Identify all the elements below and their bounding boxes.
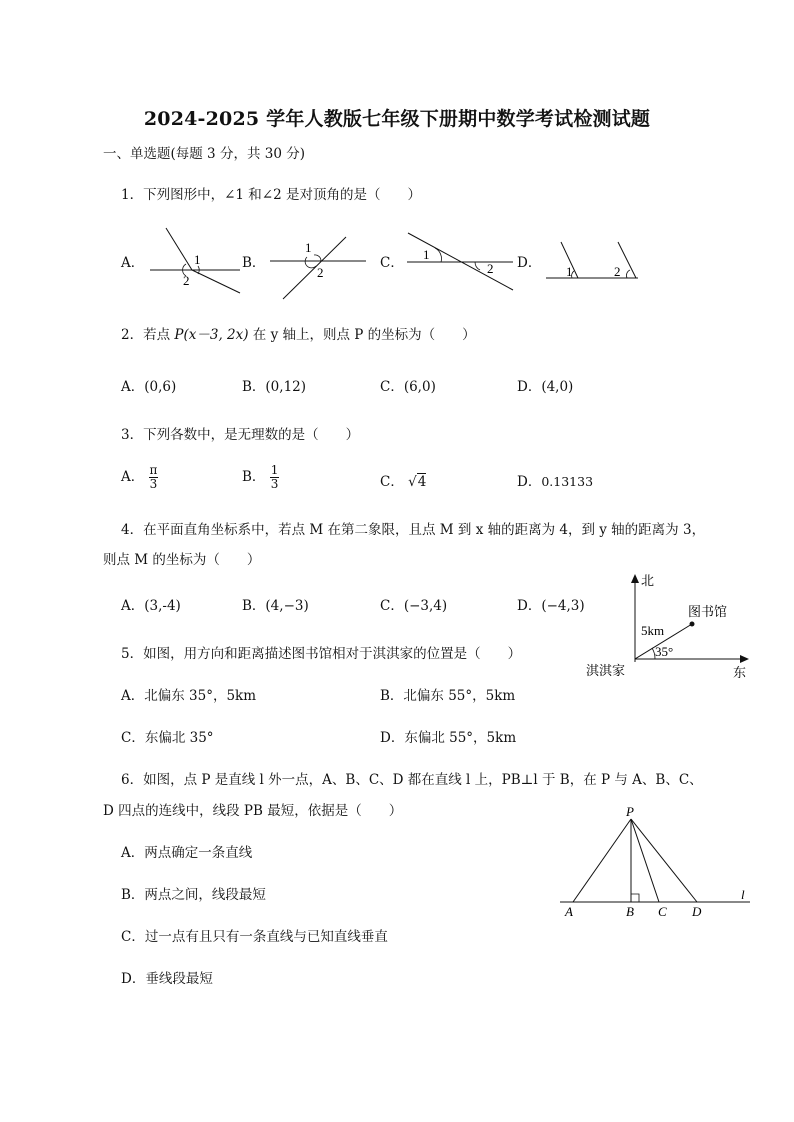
q2-suffix: 在 y 轴上，则点 P 的坐标为（ ）: [248, 327, 476, 343]
q3-stem: 3．下列各数中，是无理数的是（ ）: [121, 427, 360, 443]
q4-stem-line1: 4．在平面直角坐标系中，若点 M 在第二象限，且点 M 到 x 轴的距离为 4，到 y 轴的距离为 3，: [121, 522, 706, 538]
q5-option-a: A．北偏东 35°，5km: [121, 688, 257, 704]
q1-label-a: A．: [121, 255, 145, 271]
q6-option-b: B．两点之间，线段最短: [121, 887, 266, 903]
q3-option-a: [121, 464, 158, 491]
q5-direction-figure: [585, 568, 755, 683]
q1a-angle-1: 1: [194, 252, 201, 267]
q6-label-l: l: [741, 887, 745, 902]
q5-library-label: 图书馆: [688, 604, 728, 619]
q1-label-d: D．: [517, 255, 542, 271]
q5-north-label: 北: [641, 573, 655, 588]
q1d-angle-2: 2: [614, 264, 621, 279]
q1-figure-c: [405, 228, 517, 293]
q4-stem-line2: 则点 M 的坐标为（ ）: [103, 552, 261, 568]
q2-option-c: C．(6,0): [380, 379, 436, 395]
q1b-angle-1: 1: [305, 240, 312, 255]
q6-label-A: A: [565, 904, 573, 919]
q3-label-c: C．: [380, 474, 404, 490]
q3-option-c: [380, 473, 426, 491]
q6-option-c: C．过一点有且只有一条直线与已知直线垂直: [121, 929, 388, 945]
page-title: 2024-2025 学年人教版七年级下册期中数学考试检测试题: [143, 108, 651, 130]
q3-value-d: 0.13133: [541, 474, 594, 489]
q6-perpendicular-figure: [555, 805, 755, 920]
q4-option-c: C．(−3,4): [380, 598, 448, 614]
q4-option-d: D．(−4,3): [517, 598, 585, 614]
q6-label-D: D: [692, 904, 702, 919]
q5-stem: 5．如图，用方向和距离描述图书馆相对于淇淇家的位置是（ ）: [121, 646, 522, 662]
q1-label-c: C．: [380, 255, 404, 271]
q3-label-a: A．: [121, 469, 145, 485]
q2-option-b: B．(0,12): [242, 379, 307, 395]
q6-stem-line2: D 四点的连线中，线段 PB 最短，依据是（ ）: [103, 803, 403, 819]
q1-stem: 1．下列图形中，∠1 和∠2 是对顶角的是（ ）: [121, 187, 421, 203]
q5-option-c: C．东偏北 35°: [121, 730, 214, 746]
q6-label-C: C: [658, 904, 667, 919]
q1a-angle-2: 2: [183, 273, 190, 288]
q3-fraction-b: $\frac{1}{3}$: [270, 463, 279, 491]
q2-option-d: D．(4,0): [517, 379, 574, 395]
q5-distance-label: 5km: [641, 623, 665, 638]
q3-sqrt-c: √4: [408, 474, 427, 490]
q5-angle-label: 35°: [655, 644, 674, 659]
q3-option-b: [242, 464, 279, 491]
q1c-angle-1: 1: [423, 247, 430, 262]
q6-label-B: B: [626, 904, 634, 919]
q1d-angle-1: 1: [566, 264, 573, 279]
q2-stem: [121, 326, 476, 344]
q2-option-a: A．(0,6): [121, 379, 177, 395]
q1b-angle-2: 2: [317, 265, 324, 280]
q4-option-b: B．(4,−3): [242, 598, 309, 614]
q1c-angle-2: 2: [487, 261, 494, 276]
q2-point: P(x－3, 2x): [174, 327, 249, 343]
q5-home-label: 淇淇家: [586, 663, 626, 678]
q1-label-b: B．: [242, 255, 266, 271]
q3-option-d: [517, 473, 593, 491]
q6-stem-line1: 6．如图，点 P 是直线 l 外一点，A、B、C、D 都在直线 l 上，PB⊥l 于 B，在 P 与 A、B、C、: [121, 772, 703, 788]
q6-option-d: D．垂线段最短: [121, 971, 213, 987]
q6-label-P: P: [626, 804, 634, 819]
q4-option-a: A．(3,-4): [121, 598, 181, 614]
q5-east-label: 东: [733, 665, 747, 680]
q3-label-d: D．: [517, 474, 542, 490]
q3-label-b: B．: [242, 469, 266, 485]
q2-prefix: 2．若点: [121, 327, 175, 343]
q3-fraction-a: $\frac{\pi}{3}$: [149, 463, 158, 491]
q1-figure-b: [268, 235, 368, 300]
section-heading: 一、单选题(每题 3 分，共 30 分): [103, 146, 305, 162]
q6-option-a: A．两点确定一条直线: [121, 845, 253, 861]
q5-option-b: B．北偏东 55°，5km: [380, 688, 516, 704]
q1-figure-d: [544, 240, 644, 285]
q5-option-d: D．东偏北 55°，5km: [380, 730, 517, 746]
q1-figure-a: [148, 226, 243, 296]
